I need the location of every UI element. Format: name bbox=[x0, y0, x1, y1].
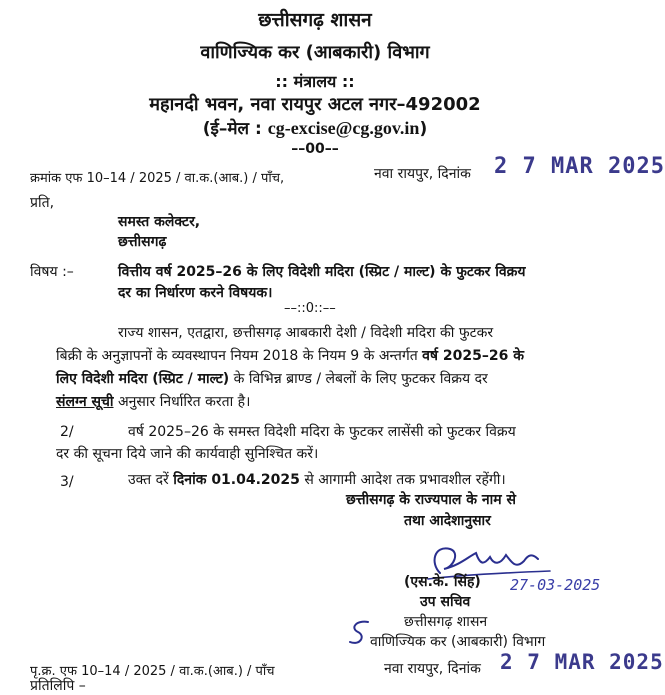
para1-liquor-bold: लिए विदेशी मदिरा (स्प्रिट / माल्ट) bbox=[56, 371, 230, 387]
para3-date-bold: दिनांक 01.04.2025 bbox=[173, 472, 300, 488]
subject-label: विषय :– bbox=[30, 264, 74, 280]
subject-divider: ––::0::–– bbox=[284, 301, 336, 316]
to-label: प्रति, bbox=[30, 195, 55, 211]
para1-line1: राज्य शासन, एतद्वारा, छत्तीसगढ़ आबकारी देशी / विदेशी मदिरा की फुटकर bbox=[118, 325, 494, 341]
para2-number: 2/ bbox=[60, 424, 74, 440]
attached-list-bold: संलग्न सूची bbox=[56, 394, 114, 410]
para3-text-a: उक्त दरें bbox=[128, 472, 169, 488]
para1-line4-text: अनुसार निर्धारित करता है। bbox=[117, 394, 251, 410]
recipient-state: छत्तीसगढ़ bbox=[118, 234, 167, 250]
para3-text-c: से आगामी आदेश तक प्रभावशील रहेंगी। bbox=[304, 472, 506, 488]
para1-line4 bbox=[56, 391, 250, 414]
signatory-org-govt: छत्तीसगढ़ शासन bbox=[404, 614, 488, 630]
para1-line3-text: के विभिन्न ब्राण्ड / लेबलों के लिए फुटकर विक्रय दर bbox=[233, 371, 488, 387]
header-line-govt: छत्तीसगढ़ शासन bbox=[258, 9, 372, 31]
para3-line bbox=[128, 469, 506, 492]
para1-line3 bbox=[56, 368, 488, 391]
header-line-ministry: :: मंत्रालय :: bbox=[275, 72, 355, 91]
signatory-org-department: वाणिज्यिक कर (आबकारी) विभाग bbox=[370, 634, 546, 650]
governor-order-line1: छत्तीसगढ़ के राज्यपाल के नाम से bbox=[346, 492, 516, 508]
para3-number: 3/ bbox=[60, 474, 74, 490]
header-line-department: वाणिज्यिक कर (आबकारी) विभाग bbox=[200, 42, 430, 63]
place-date-label: नवा रायपुर, दिनांक bbox=[374, 166, 471, 182]
header-separator: ––00–– bbox=[291, 141, 339, 157]
para1-line2-text: बिक्री के अनुज्ञापनों के व्यवस्थापन नियम 2018 के नियम 9 के अन्तर्गत bbox=[56, 348, 418, 364]
handwritten-date: 27-03-2025 bbox=[510, 576, 601, 594]
email-prefix: (ई–मेल : bbox=[202, 119, 262, 139]
email-suffix: ) bbox=[419, 119, 428, 139]
header-line-email bbox=[0, 116, 630, 139]
para2-line1: वर्ष 2025–26 के समस्त विदेशी मदिरा के फुटकर लासेंसी को फुटकर विक्रय bbox=[128, 424, 516, 440]
subject-line-2: दर का निर्धारण करने विषयक। bbox=[118, 285, 273, 301]
reference-number: क्रमांक एफ 10–14 / 2025 / वा.क.(आब.) / पाँच, bbox=[30, 171, 285, 186]
copy-reference-number: पृ.क्र. एफ 10–14 / 2025 / वा.क.(आब.) / पाँच bbox=[30, 664, 275, 679]
copy-label: प्रतिलिपि – bbox=[30, 678, 86, 694]
header-line-address: महानदी भवन, नवा रायपुर अटल नगर–492002 bbox=[149, 94, 481, 115]
para2-line2: दर की सूचना दिये जाने की कार्यवाही सुनिश्चित करें। bbox=[56, 446, 319, 462]
signatory-name: (एस.के. सिंह) bbox=[404, 574, 481, 590]
signatory-designation: उप सचिव bbox=[420, 594, 471, 610]
copy-date-stamp: 2 7 MAR 2025 bbox=[500, 650, 664, 674]
date-stamp: 2 7 MAR 2025 bbox=[494, 154, 665, 179]
copy-place-date-label: नवा रायपुर, दिनांक bbox=[384, 661, 481, 677]
subject-line-1: वित्तीय वर्ष 2025–26 के लिए विदेशी मदिरा (स्प्रिट / माल्ट) के फुटकर विक्रय bbox=[118, 264, 526, 280]
para1-line2 bbox=[56, 345, 524, 368]
governor-order-line2: तथा आदेशानुसार bbox=[404, 513, 491, 529]
recipient: समस्त कलेक्टर, bbox=[118, 214, 201, 230]
para1-year-bold: वर्ष 2025–26 के bbox=[422, 348, 524, 364]
email-address: cg-excise@cg.gov.in bbox=[267, 118, 420, 138]
